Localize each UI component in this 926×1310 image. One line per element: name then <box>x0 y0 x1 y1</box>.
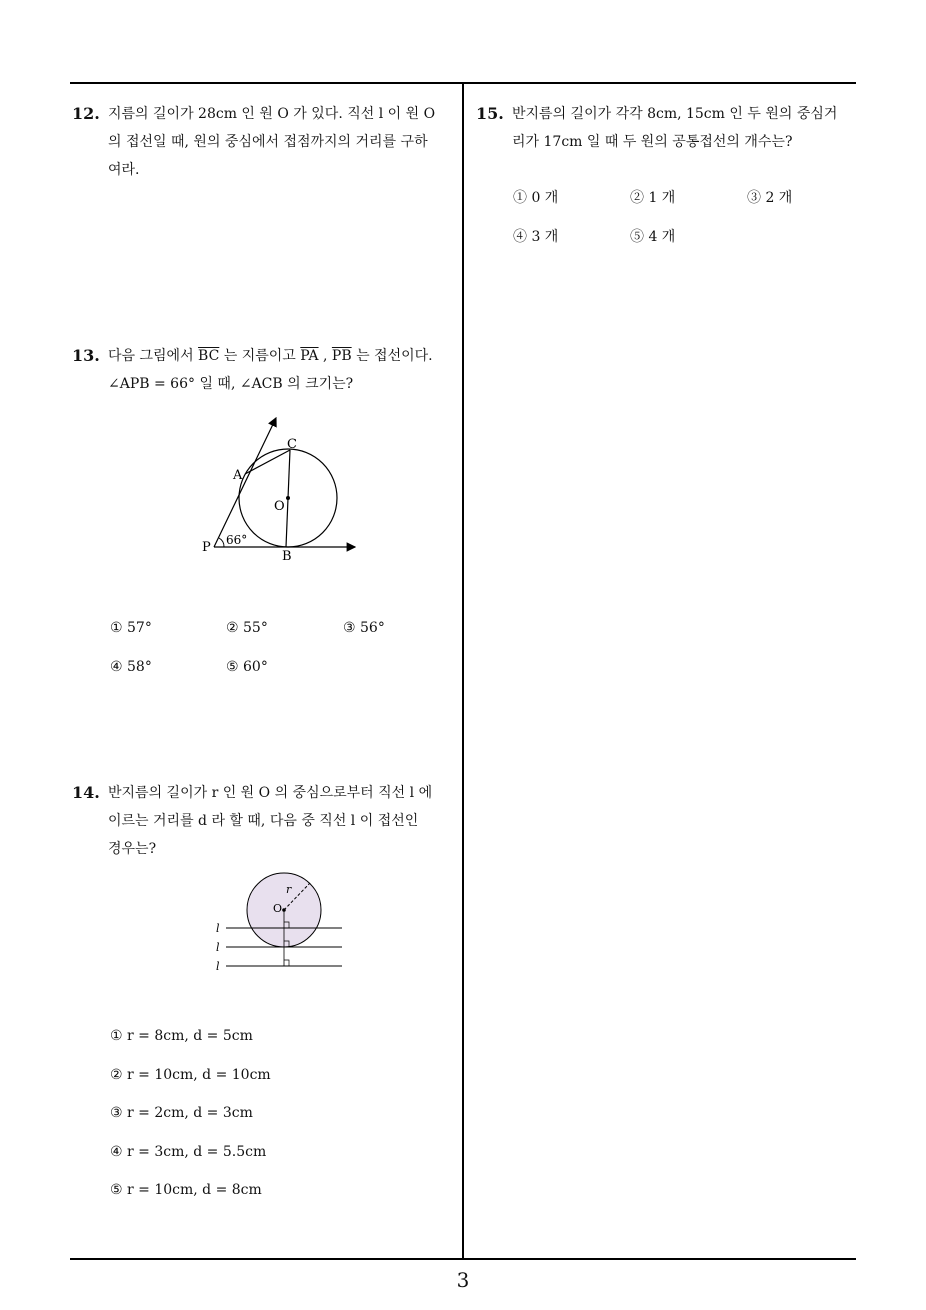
angle-label: 66° <box>226 533 248 547</box>
label-l: l <box>216 960 220 973</box>
ray-pb: $\overline{PB}$ <box>331 348 352 364</box>
label-c: C <box>287 437 297 452</box>
choice-4[interactable]: ④ 3 개 <box>513 229 559 245</box>
tangent-circle-figure <box>190 410 370 570</box>
question-12 <box>72 100 435 184</box>
choice-3[interactable]: ③ 56° <box>343 620 385 636</box>
segment-bc: $\overline{BC}$ <box>198 348 220 364</box>
choice-2[interactable]: ② 55° <box>226 620 268 636</box>
label-o: O <box>274 499 285 514</box>
choice-5[interactable]: ⑤ 60° <box>226 659 268 675</box>
question-text: 지름의 길이가 28cm 인 원 O 가 있다. 직선 l 이 원 O 의 접선일 때, 원의 중심에서 접점까지의 거리를 구하 여라. <box>108 106 436 178</box>
question-text: 반지름의 길이가 r 인 원 O 의 중심으로부터 직선 l 에 이르는 거리를 d 라 할 때, 다음 중 직선 l 이 접선인 경우는? <box>108 785 433 857</box>
label-p: P <box>202 540 211 555</box>
label-l: l <box>216 922 220 935</box>
angle-arc <box>219 538 224 547</box>
choice-1[interactable]: ① 0 개 <box>513 190 559 206</box>
question-text: 반지름의 길이가 각각 8cm, 15cm 인 두 원의 중심거 리가 17cm 일 때 두 원의 공통접선의 개수는? <box>512 106 838 150</box>
label-l: l <box>216 941 220 954</box>
choice-5[interactable]: ⑤ r = 10cm, d = 8cm <box>110 1182 262 1198</box>
choice-4[interactable]: ④ 58° <box>110 659 152 675</box>
choice-1[interactable]: ① 57° <box>110 620 152 636</box>
question-number: 12. <box>72 104 100 123</box>
label-a: A <box>233 468 243 483</box>
label-o: O <box>273 902 283 915</box>
question-number: 14. <box>72 783 100 802</box>
circle-line-figure <box>210 866 355 978</box>
label-r: r <box>286 883 292 896</box>
right-angle-mark <box>284 960 289 966</box>
choice-2[interactable]: ② 1 개 <box>630 190 676 206</box>
choice-3[interactable]: ③ r = 2cm, d = 3cm <box>110 1105 253 1121</box>
question-number: 15. <box>476 104 504 123</box>
choice-2[interactable]: ② r = 10cm, d = 10cm <box>110 1067 271 1083</box>
label-b: B <box>282 549 292 564</box>
choice-1[interactable]: ① r = 8cm, d = 5cm <box>110 1028 253 1044</box>
column-divider <box>462 83 464 1259</box>
question-14 <box>72 779 432 863</box>
question-number: 13. <box>72 346 100 365</box>
choice-3[interactable]: ③ 2 개 <box>747 190 793 206</box>
tangent-pa <box>214 418 276 547</box>
question-13 <box>72 342 433 398</box>
choice-5[interactable]: ⑤ 4 개 <box>630 229 676 245</box>
choice-4[interactable]: ④ r = 3cm, d = 5.5cm <box>110 1144 267 1160</box>
ray-pa: $\overline{PA}$ <box>300 348 319 364</box>
question-text: 다음 그림에서 $\overline{BC}$ 는 지름이고 $\overline{PA}$ , $\overline{PB}$ 는 접선이다. ∠APB = 66° 일 때, ∠ACB 의 크기는? <box>108 348 433 392</box>
center-point <box>282 908 286 912</box>
page-number: 3 <box>456 1268 470 1292</box>
center-point <box>286 496 290 500</box>
bottom-rule <box>70 1258 856 1260</box>
question-15 <box>476 100 837 156</box>
